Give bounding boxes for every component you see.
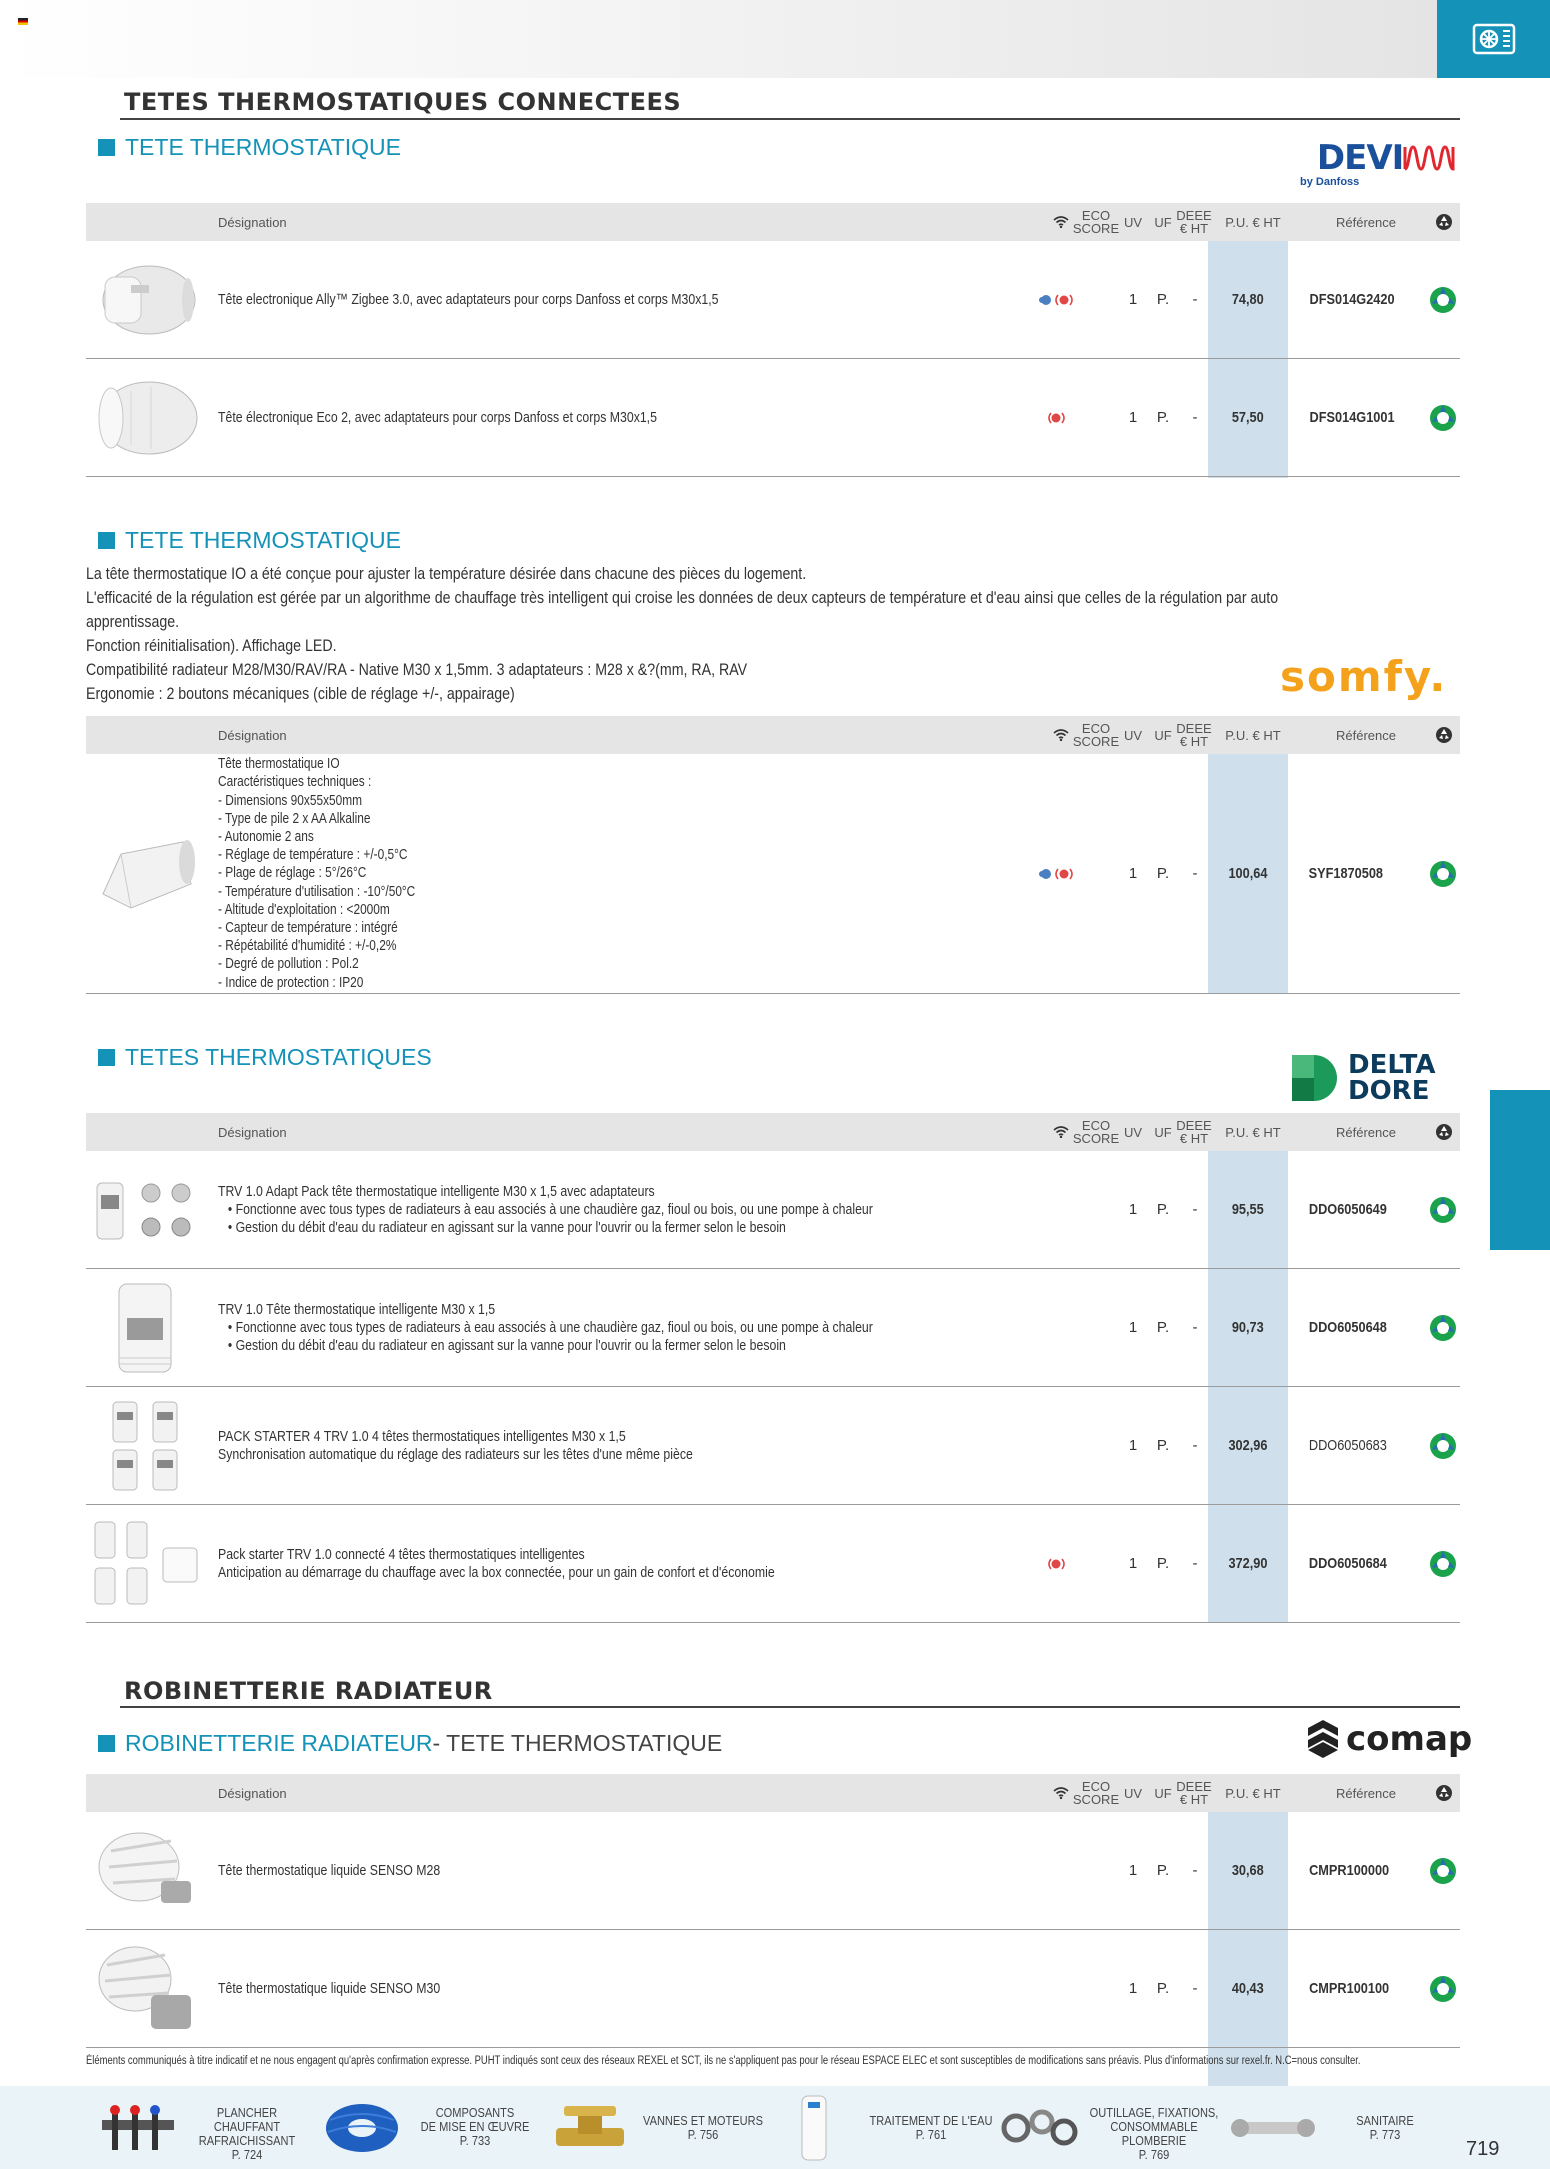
footer-label: COMPOSANTS — [435, 2105, 515, 2120]
cell-uf: P. — [1156, 1437, 1170, 1454]
col-deee: DEEE € HT — [1176, 721, 1212, 749]
product-designation: Tête électronique Eco 2, avec adaptateurs pour corps Danfoss et corps M30x1,5 — [218, 408, 657, 426]
connectivity-icons — [1028, 1505, 1088, 1622]
product-designation: PACK STARTER 4 TRV 1.0 4 têtes thermostatiques intelligentes M30 x 1,5 Synchronisation automatique du réglage des radiateurs sur les têtes d'une même pièce — [218, 1427, 693, 1463]
cell-uv: 1 — [1128, 1319, 1138, 1336]
product-designation: Tête thermostatique liquide SENSO M28 — [218, 1861, 441, 1879]
footer-label: PLANCHER CHAUFFANT — [213, 2105, 281, 2134]
top-bar — [0, 0, 1550, 78]
cell-uf: P. — [1156, 1555, 1170, 1572]
eco-score-icon — [1426, 241, 1460, 358]
footer-page: P. 773 — [1369, 2127, 1401, 2142]
product-image — [86, 1505, 206, 1622]
col-pu: P.U. € HT — [1225, 214, 1281, 230]
product-image — [86, 1930, 206, 2047]
footer-label: OUTILLAGE, FIXATIONS, — [1089, 2105, 1219, 2120]
footer-label: CONSOMMABLE PLOMBERIE — [1110, 2119, 1198, 2148]
cell-deee: - — [1192, 1437, 1198, 1454]
cell-reference[interactable]: DFS014G1001 — [1309, 409, 1395, 426]
square-bullet-icon — [98, 139, 115, 156]
deltadore-logo-icon — [1292, 1055, 1338, 1101]
brand-logo-devi — [1300, 138, 1455, 188]
table-header — [86, 1113, 1460, 1151]
col-pu: P.U. € HT — [1225, 1785, 1281, 1801]
cell-price: 74,80 — [1232, 291, 1264, 308]
brand-name: DELTA — [1348, 1050, 1436, 1080]
table-header — [86, 203, 1460, 241]
cell-deee: - — [1192, 865, 1198, 882]
footer-link-vannes[interactable] — [546, 2086, 776, 2169]
footer-label: VANNES ET MOTEURS — [643, 2113, 763, 2128]
product-image — [86, 1151, 206, 1268]
col-pu: P.U. € HT — [1225, 727, 1281, 743]
block-title-text: ROBINETTERIE RADIATEUR — [125, 1730, 433, 1756]
wifi-icon — [1046, 1113, 1076, 1151]
comap-logo-icon — [1306, 1718, 1340, 1760]
product-intro: La tête thermostatique IO a été conçue pour ajuster la température désirée dans chacune des pièces du logement. L'efficacité de la régulation est gérée par un algorithme de chauffage très intelligent qui croise les données de deux capteurs de température et d'eau ainsi que celles de la régulation par auto apprentissage. Fonction réinitialisation). Affichage LED. Compatibilité radiateur M28/M30/RAV/RA - Native M30 x 1,5mm. 3 adaptateurs : M28 x &?(mm, RA, RAV Ergonomie : 2 boutons mécaniques (cible de réglage +/-, appairage) — [86, 565, 1279, 703]
eco-score-icon — [1426, 1269, 1460, 1386]
col-deee: DEEE € HT — [1176, 1118, 1212, 1146]
footer-page: P. 761 — [915, 2127, 947, 2142]
section-rule — [120, 1706, 1460, 1708]
product-designation: Tête electronique Ally™ Zigbee 3.0, avec adaptateurs pour corps Danfoss et corps M30x1,5 — [218, 290, 719, 308]
brand-name: comap — [1346, 1719, 1473, 1759]
footer-page: P. 756 — [687, 2127, 719, 2142]
col-deee: DEEE € HT — [1176, 208, 1212, 236]
col-uf: UF — [1154, 727, 1172, 743]
cell-price: 90,73 — [1232, 1319, 1264, 1336]
water-softener-icon — [794, 2092, 834, 2164]
recycle-icon — [1432, 1113, 1456, 1151]
cell-uf: P. — [1156, 1201, 1170, 1218]
table-row[interactable] — [86, 1269, 1460, 1387]
product-designation: TRV 1.0 Adapt Pack tête thermostatique intelligente M30 x 1,5 avec adaptateurs • Fonctionne avec tous types de radiateurs à eau associés à une chaudière gaz, fioul ou bois, ou une pompe à chaleur • Gestion du débit d'eau du radiateur en agissant sur la vanne pour l'ouvrir ou la fermer selon le besoin — [218, 1182, 873, 1236]
footer-page: P. 733 — [459, 2133, 491, 2148]
cell-reference[interactable]: CMPR100100 — [1309, 1980, 1390, 1997]
footnote: Éléments communiqués à titre indicatif et ne nous engagent qu'après confirmation expresse. PUHT indiqués sont ceux des réseaux REXEL et SCT, ils ne s'appliquent pas pour le réseau ESPACE ELEC et sont susceptibles de modifications sans préavis. Plus d'informations sur rexel.fr. N.C=nous consulter. — [86, 2055, 1361, 2067]
footer-nav — [0, 2086, 1550, 2169]
col-reference: Référence — [1336, 214, 1396, 230]
cell-uv: 1 — [1128, 1437, 1138, 1454]
cell-deee: - — [1192, 291, 1198, 308]
cell-deee: - — [1192, 1201, 1198, 1218]
side-section-tab[interactable] — [1490, 1090, 1550, 1250]
footer-page: P. 724 — [231, 2147, 263, 2162]
product-designation: Tête thermostatique IO Caractéristiques techniques : - Dimensions 90x55x50mm - Type de pile 2 x AA Alkaline - Autonomie 2 ans - Réglage de température : +/-0,5°C - Plage de réglage : 5°/26°C - Température d'utilisation : -10°/50°C - Altitude d'exploitation : <2000m - Capteur de température : intégré - Répétabilité d'humidité : +/-0,2% - Degré de pollution : Pol.2 - Indice de protection : IP20 — [218, 756, 416, 991]
footer-link-traitement[interactable] — [774, 2086, 1004, 2169]
devi-wave-icon — [1403, 141, 1455, 175]
eco-score-icon — [1426, 1812, 1460, 1929]
product-table — [86, 716, 1460, 994]
cell-deee: - — [1192, 1319, 1198, 1336]
eco-score-icon — [1426, 754, 1460, 993]
cell-uv: 1 — [1128, 865, 1138, 882]
brand-name-line2: DORE — [1348, 1076, 1430, 1106]
footer-link-plancher[interactable] — [90, 2086, 320, 2169]
block-title — [98, 1730, 722, 1757]
footer-link-composants[interactable] — [318, 2086, 548, 2169]
table-row[interactable] — [86, 754, 1460, 994]
block-title-text: TETE THERMOSTATIQUE — [125, 134, 402, 160]
connectivity-icons — [1028, 241, 1088, 358]
cell-uv: 1 — [1128, 1980, 1138, 1997]
product-image — [86, 359, 206, 476]
col-eco-score: ECO SCORE — [1072, 721, 1120, 749]
cell-price: 95,55 — [1232, 1201, 1264, 1218]
eco-score-icon — [1426, 1505, 1460, 1622]
recycle-icon — [1432, 203, 1456, 241]
product-table — [86, 1774, 1460, 2048]
brand-logo-somfy — [1280, 652, 1447, 701]
col-deee: DEEE € HT — [1176, 1779, 1212, 1807]
col-eco-score: ECO SCORE — [1072, 1118, 1120, 1146]
product-designation: Tête thermostatique liquide SENSO M30 — [218, 1979, 441, 1997]
cell-deee: - — [1192, 409, 1198, 426]
cell-price: 372,90 — [1228, 1555, 1268, 1572]
block-title — [98, 134, 401, 161]
square-bullet-icon — [98, 532, 115, 549]
col-uf: UF — [1154, 214, 1172, 230]
cell-reference[interactable]: DDO6050648 — [1308, 1319, 1387, 1336]
footer-label: RAFRAICHISSANT — [198, 2133, 296, 2148]
pipe-coil-icon — [322, 2100, 402, 2156]
footer-link-outillage[interactable] — [1000, 2086, 1230, 2169]
col-designation: Désignation — [218, 1124, 287, 1140]
category-tab[interactable] — [1437, 0, 1550, 78]
brand-name: DEVI — [1316, 138, 1404, 178]
eco-score-icon — [1426, 359, 1460, 476]
valve-icon — [550, 2098, 630, 2158]
col-uv: UV — [1123, 1124, 1143, 1140]
wifi-icon — [1046, 203, 1076, 241]
connectivity-icons — [1028, 359, 1088, 476]
col-reference: Référence — [1336, 727, 1396, 743]
wifi-icon — [1046, 1774, 1076, 1812]
fittings-icon — [1000, 2102, 1080, 2154]
col-designation: Désignation — [218, 727, 287, 743]
cell-price: 40,43 — [1232, 1980, 1264, 1997]
product-image — [86, 1269, 206, 1386]
table-row[interactable] — [86, 1930, 1460, 2048]
footer-label: SANITAIRE — [1356, 2113, 1414, 2128]
cell-uv: 1 — [1128, 1555, 1138, 1572]
col-uv: UV — [1123, 727, 1143, 743]
col-uv: UV — [1123, 214, 1143, 230]
table-row[interactable] — [86, 1505, 1460, 1623]
cell-deee: - — [1192, 1980, 1198, 1997]
cell-reference[interactable]: CMPR100000 — [1309, 1862, 1390, 1879]
product-table — [86, 1113, 1460, 1623]
cell-deee: - — [1192, 1862, 1198, 1879]
table-header — [86, 716, 1460, 754]
footer-link-sanitaire[interactable] — [1228, 2086, 1458, 2169]
footer-label: TRAITEMENT DE L'EAU — [869, 2113, 993, 2128]
product-designation: TRV 1.0 Tête thermostatique intelligente M30 x 1,5 • Fonctionne avec tous types de radiateurs à eau associés à une chaudière gaz, fioul ou bois, ou une pompe à chaleur • Gestion du débit d'eau du radiateur en agissant sur la vanne pour l'ouvrir ou la fermer selon le besoin — [218, 1300, 873, 1354]
brand-name: somfy. — [1280, 652, 1448, 701]
manifold-icon — [98, 2100, 178, 2156]
product-image — [86, 1387, 206, 1504]
cell-uf: P. — [1156, 865, 1170, 882]
col-uf: UF — [1154, 1124, 1172, 1140]
block-title — [98, 1044, 432, 1071]
square-bullet-icon — [98, 1735, 115, 1752]
block-title — [98, 527, 401, 554]
flag-icon — [18, 18, 28, 25]
table-row[interactable] — [86, 359, 1460, 477]
brand-logo-comap — [1306, 1718, 1472, 1760]
wifi-icon — [1046, 716, 1076, 754]
table-row[interactable] — [86, 1812, 1460, 1930]
product-image — [86, 1812, 206, 1929]
col-designation: Désignation — [218, 214, 287, 230]
cell-deee: - — [1192, 1555, 1198, 1572]
cell-price: 100,64 — [1228, 865, 1268, 882]
product-image — [86, 754, 206, 993]
heating-category-icon — [1472, 21, 1516, 57]
section-title-robinetterie: ROBINETTERIE RADIATEUR — [124, 1677, 493, 1705]
cell-uf: P. — [1156, 1319, 1170, 1336]
cell-price: 30,68 — [1232, 1862, 1264, 1879]
footer-label: DE MISE EN ŒUVRE — [420, 2119, 530, 2134]
cell-price: 57,50 — [1232, 409, 1264, 426]
cell-uf: P. — [1156, 291, 1170, 308]
recycle-icon — [1432, 1774, 1456, 1812]
page-number: 719 — [1466, 2138, 1500, 2160]
product-designation: Pack starter TRV 1.0 connecté 4 têtes thermostatiques intelligentes Anticipation au démarrage du chauffage avec la box connectée, pour un gain de confort et d'économie — [218, 1545, 775, 1581]
cell-uv: 1 — [1128, 1201, 1138, 1218]
table-row[interactable] — [86, 241, 1460, 359]
square-bullet-icon — [98, 1049, 115, 1066]
section-title-connectees: TETES THERMOSTATIQUES CONNECTEES — [124, 88, 682, 116]
cell-reference[interactable]: SYF1870508 — [1308, 865, 1384, 882]
col-eco-score: ECO SCORE — [1072, 208, 1120, 236]
cell-uv: 1 — [1128, 291, 1138, 308]
col-uf: UF — [1154, 1785, 1172, 1801]
block-title-text: TETES THERMOSTATIQUES — [125, 1044, 432, 1070]
cell-uf: P. — [1156, 409, 1170, 426]
block-title-text: TETE THERMOSTATIQUE — [125, 527, 402, 553]
cell-reference[interactable]: DDO6050649 — [1308, 1201, 1387, 1218]
recycle-icon — [1432, 716, 1456, 754]
eco-score-icon — [1426, 1151, 1460, 1268]
brand-sub: by Danfoss — [1300, 176, 1360, 188]
block-title-suffix: - TETE THERMOSTATIQUE — [432, 1730, 723, 1756]
col-reference: Référence — [1336, 1124, 1396, 1140]
col-uv: UV — [1123, 1785, 1143, 1801]
connectivity-icons — [1028, 754, 1088, 993]
cell-reference[interactable]: DDO6050684 — [1308, 1555, 1387, 1572]
cell-price: 302,96 — [1228, 1437, 1268, 1454]
mixer-bar-icon — [1228, 2108, 1318, 2148]
cell-reference[interactable]: DFS014G2420 — [1309, 291, 1395, 308]
table-row[interactable] — [86, 1387, 1460, 1505]
product-table — [86, 203, 1460, 477]
product-image — [86, 241, 206, 358]
col-designation: Désignation — [218, 1785, 287, 1801]
cell-reference[interactable]: DDO6050683 — [1308, 1437, 1387, 1454]
eco-score-icon — [1426, 1387, 1460, 1504]
col-pu: P.U. € HT — [1225, 1124, 1281, 1140]
cell-uf: P. — [1156, 1980, 1170, 1997]
table-header — [86, 1774, 1460, 1812]
cell-uf: P. — [1156, 1862, 1170, 1879]
footer-page: P. 769 — [1138, 2147, 1170, 2162]
cell-uv: 1 — [1128, 409, 1138, 426]
col-eco-score: ECO SCORE — [1072, 1779, 1120, 1807]
table-row[interactable] — [86, 1151, 1460, 1269]
eco-score-icon — [1426, 1930, 1460, 2047]
section-rule — [120, 118, 1460, 120]
brand-logo-deltadore — [1292, 1052, 1435, 1104]
col-reference: Référence — [1336, 1785, 1396, 1801]
cell-uv: 1 — [1128, 1862, 1138, 1879]
